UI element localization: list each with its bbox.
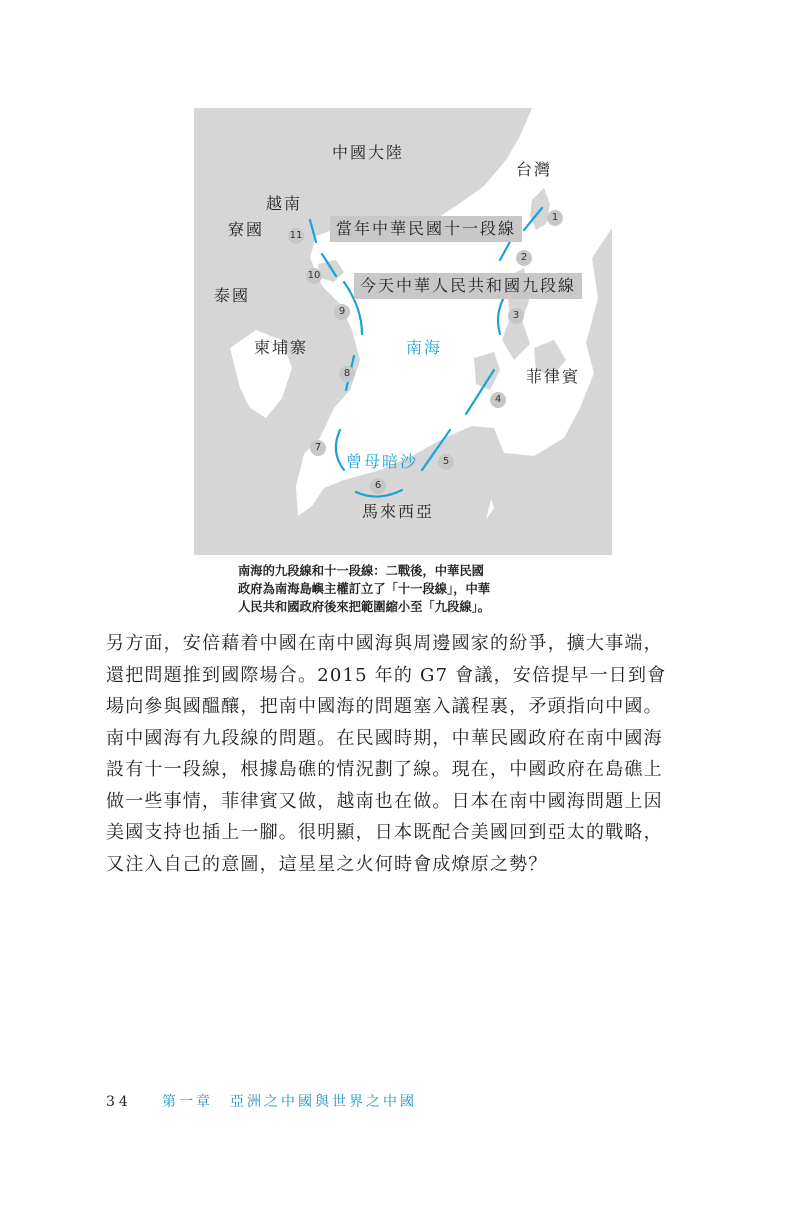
label-philippines: 菲律賓 <box>526 367 581 386</box>
page-footer <box>106 1091 417 1111</box>
banner-nine-dash-line: 今天中華人民共和國九段線 <box>354 273 582 299</box>
dash-number-badge: 5 <box>438 454 454 470</box>
dash-number-badge: 2 <box>516 250 532 266</box>
page-number: 34 <box>106 1094 132 1110</box>
dash-number-badge: 9 <box>334 304 350 320</box>
label-taiwan: 台灣 <box>516 160 553 179</box>
banner-eleven-dash-line: 當年中華民國十一段線 <box>330 216 522 242</box>
figure-caption <box>238 562 583 616</box>
body-line: 場向參與國醞釀，把南中國海的問題塞入議程裏，矛頭指向中國。 <box>106 696 663 717</box>
label-laos: 寮國 <box>228 220 265 239</box>
label-mainland: 中國大陸 <box>332 143 405 162</box>
body-line: 美國支持也插上一腳。很明顯，日本既配合美國回到亞太的戰略， <box>106 822 663 843</box>
dash-number-badge: 10 <box>306 268 322 284</box>
label-thailand: 泰國 <box>214 286 251 305</box>
body-line: 設有十一段線，根據島礁的情況劃了線。現在，中國政府在島礁上 <box>106 759 663 780</box>
dash-number-badge: 7 <box>310 440 326 456</box>
dash-number-badge: 8 <box>339 366 355 382</box>
label-james-shoal: 曾母暗沙 <box>346 452 419 471</box>
dash-number-badge: 4 <box>490 392 506 408</box>
body-paragraph <box>106 628 702 880</box>
body-line: 還把問題推到國際場合。2015 年的 G7 會議，安倍提早一日到會 <box>106 664 667 686</box>
chapter-title: 第一章 亞洲之中國與世界之中國 <box>162 1094 417 1110</box>
dash-number-badge: 6 <box>370 478 386 494</box>
dash-number-badge: 3 <box>508 308 524 324</box>
south-china-sea-map <box>194 108 612 555</box>
label-vietnam: 越南 <box>266 194 303 213</box>
dash-number-badge: 1 <box>547 210 563 226</box>
body-line: 又注入自己的意圖，這星星之火何時會成燎原之勢？ <box>106 853 548 875</box>
label-south-china-sea: 南海 <box>406 338 443 357</box>
body-line: 做一些事情，菲律賓又做，越南也在做。日本在南中國海問題上因 <box>106 790 663 812</box>
caption-line: 南海的九段線和十一段線：二戰後，中華民國 <box>238 564 484 578</box>
label-cambodia: 柬埔寨 <box>254 338 309 357</box>
body-line: 南中國海有九段線的問題。在民國時期，中華民國政府在南中國海 <box>106 727 663 749</box>
body-line: 另方面，安倍藉着中國在南中國海與周邊國家的紛爭，擴大事端， <box>106 633 663 654</box>
caption-line: 政府為南海島嶼主權訂立了「十一段線」，中華 <box>238 582 491 596</box>
dash-number-badge: 11 <box>288 228 304 244</box>
caption-line: 人民共和國政府後來把範圍縮小至「九段線」。 <box>238 600 491 614</box>
label-malaysia: 馬來西亞 <box>362 502 435 521</box>
